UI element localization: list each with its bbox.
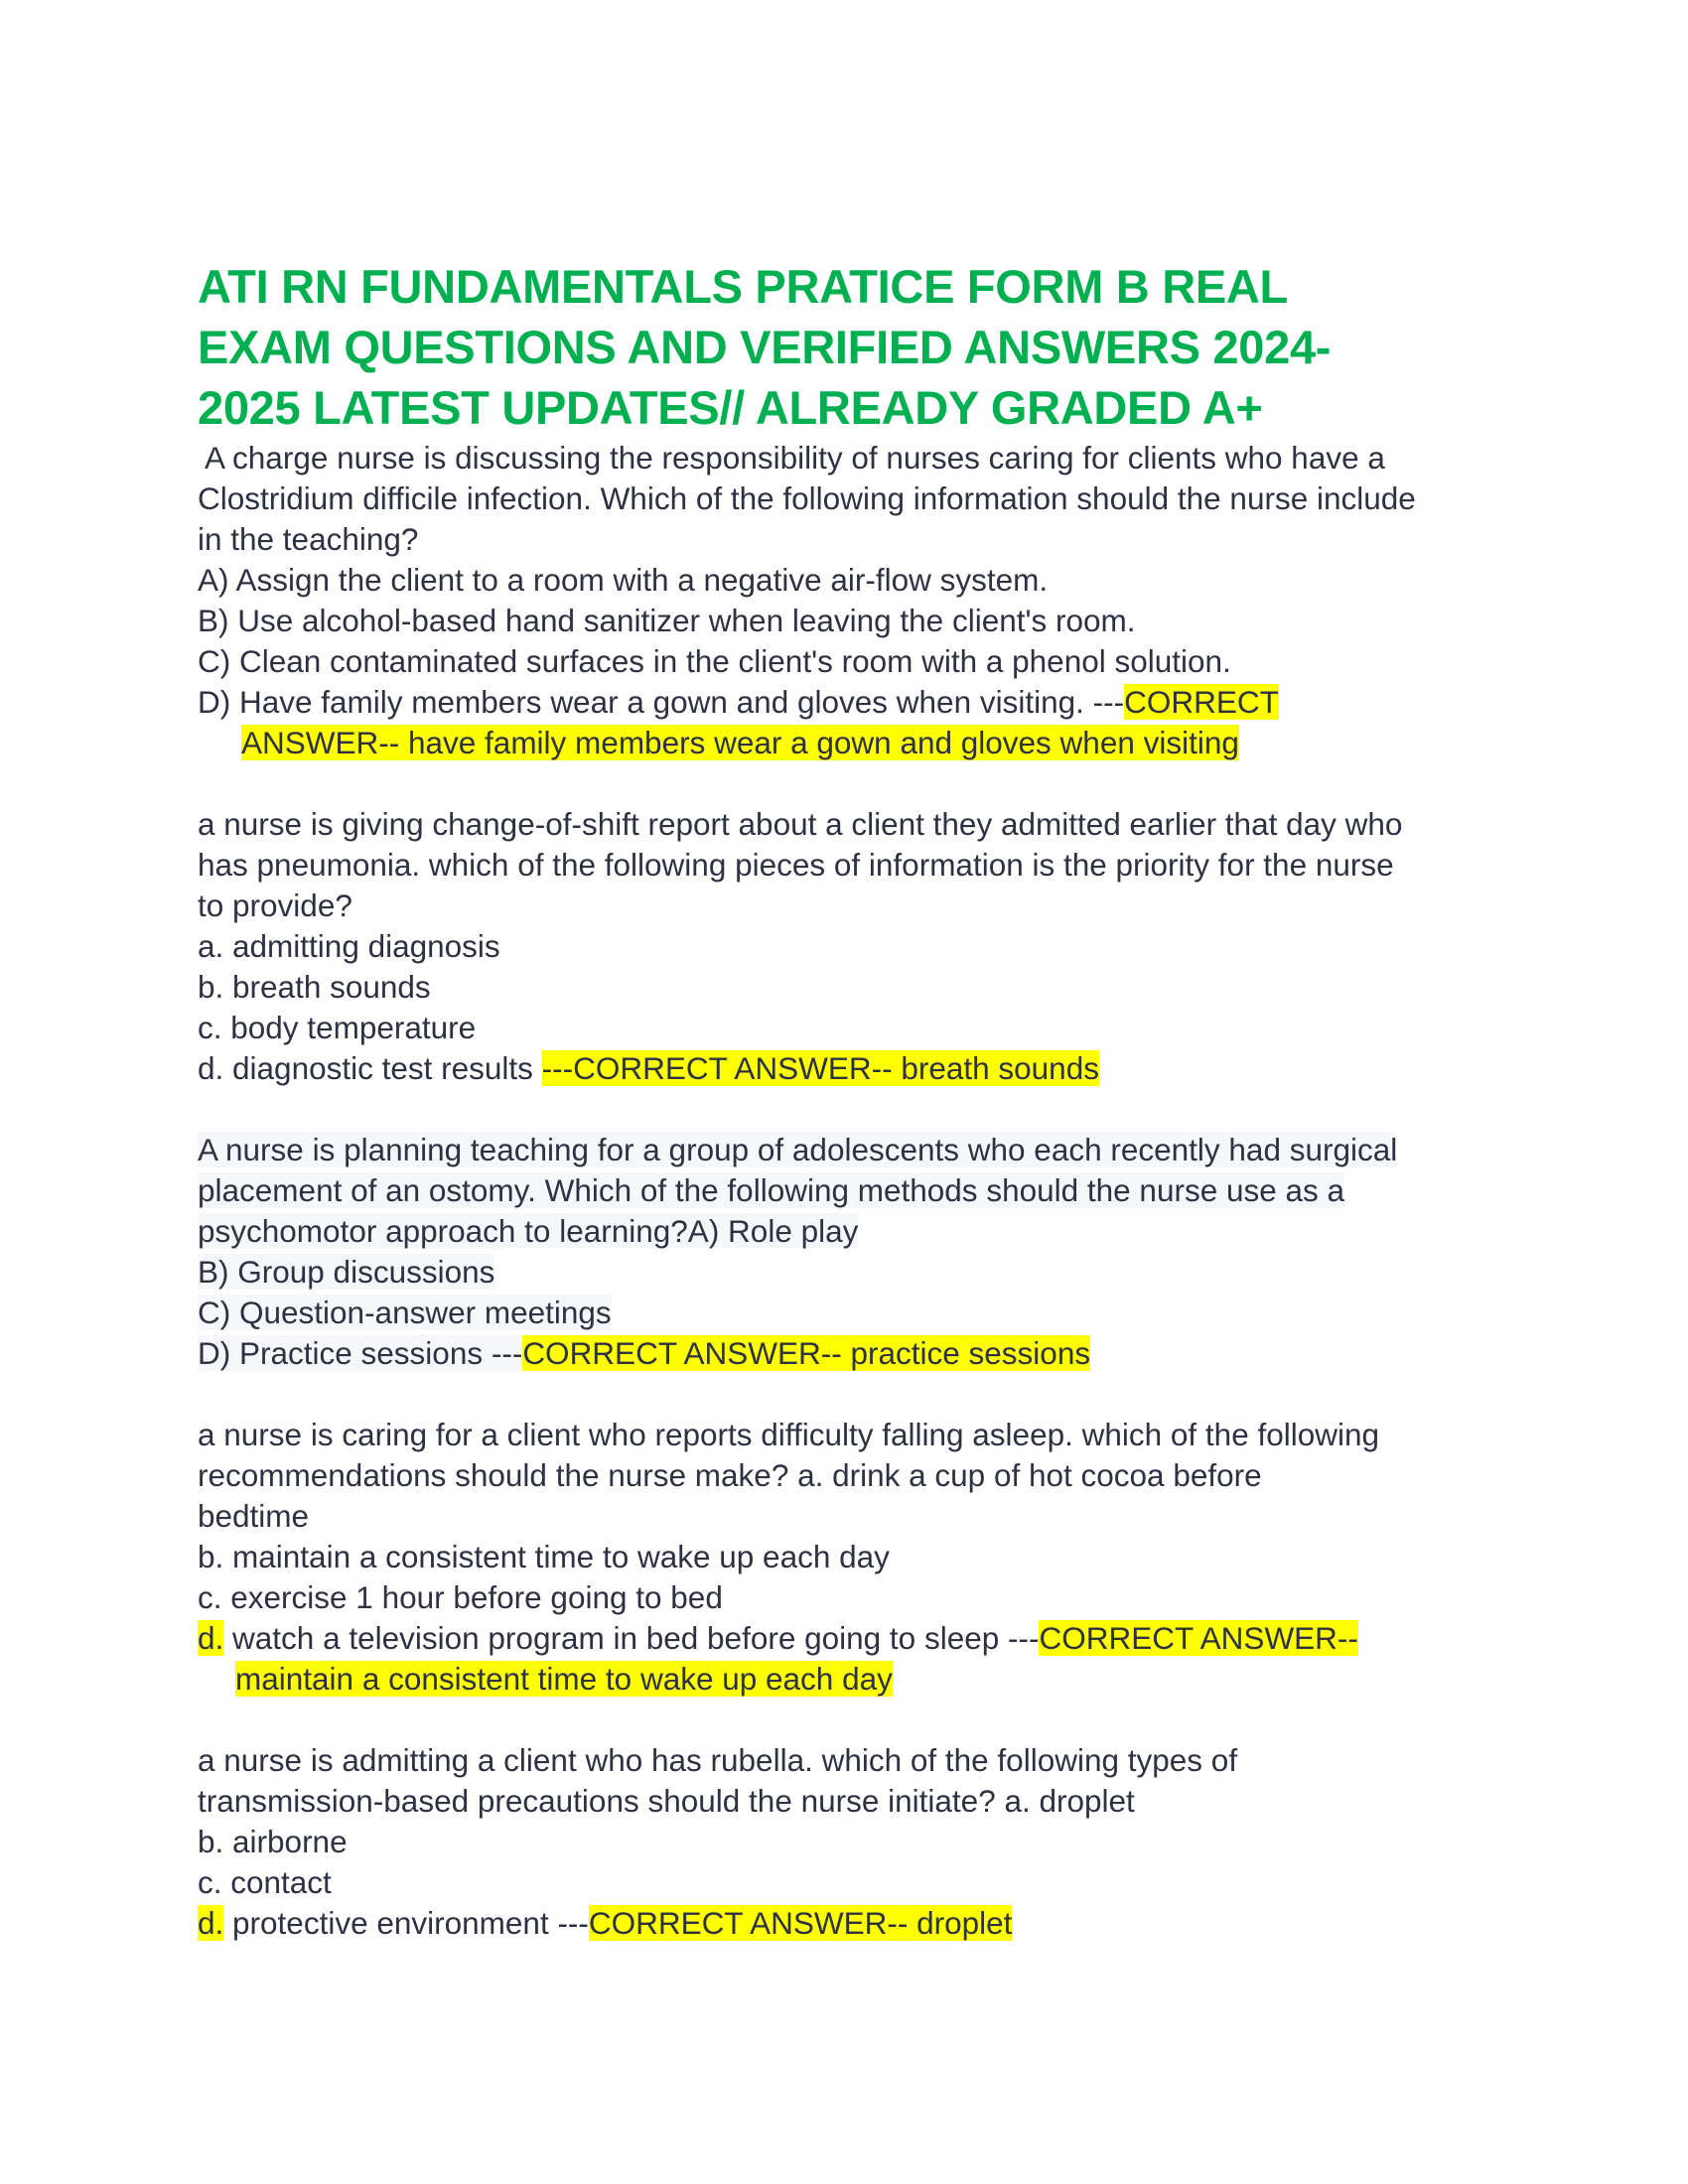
option-b: b. maintain a consistent time to wake up each day (198, 1539, 890, 1574)
option-letter-highlight: d. (198, 1620, 224, 1656)
option-c: c. body temperature (198, 1010, 477, 1045)
option-c: C) Clean contaminated surfaces in the client's room with a phenol solution. (198, 643, 1231, 679)
correct-answer-continuation (198, 723, 1518, 763)
question-stem-line: in the teaching? (198, 521, 419, 557)
option-c: c. exercise 1 hour before going to bed (198, 1579, 723, 1615)
correct-answer-highlight: ---CORRECT ANSWER-- breath sounds (541, 1050, 1099, 1086)
option-d (198, 1333, 1518, 1374)
question-stem-line: bedtime (198, 1498, 310, 1534)
question-stem-line: a nurse is admitting a client who has rubella. which of the following types of (198, 1742, 1238, 1778)
question-stem-line: A charge nurse is discussing the responsibility of nurses caring for clients who have a (198, 440, 1385, 476)
option-d-text: D) Have family members wear a gown and gloves when visiting. --- (198, 684, 1125, 720)
question-2 (198, 804, 1518, 1089)
question-5 (198, 1740, 1518, 1944)
option-d (198, 682, 1518, 723)
question-stem-line: placement of an ostomy. Which of the following methods should the nurse use as a (198, 1172, 1345, 1208)
correct-answer-highlight: CORRECT ANSWER-- droplet (588, 1905, 1013, 1941)
option-b: b. airborne (198, 1824, 348, 1859)
document-page (198, 256, 1518, 1984)
question-stem-line: recommendations should the nurse make? a. drink a cup of hot cocoa before (198, 1457, 1262, 1493)
title-line: 2025 LATEST UPDATES// ALREADY GRADED A+ (198, 381, 1263, 434)
option-d-text: protective environment --- (223, 1905, 589, 1941)
question-stem-line: psychomotor approach to learning?A) Role play (198, 1213, 859, 1249)
question-stem-line: has pneumonia. which of the following pieces of information is the priority for the nurse (198, 847, 1394, 883)
correct-answer-continuation (198, 1659, 1518, 1700)
option-b: B) Use alcohol-based hand sanitizer when leaving the client's room. (198, 603, 1136, 638)
question-stem-line: a nurse is caring for a client who reports difficulty falling asleep. which of the following (198, 1417, 1380, 1452)
correct-answer-highlight: maintain a consistent time to wake up each day (235, 1661, 893, 1697)
option-a: a. admitting diagnosis (198, 928, 500, 964)
questions-list (198, 438, 1518, 1944)
option-letter-highlight: d. (198, 1905, 224, 1941)
title-line: ATI RN FUNDAMENTALS PRATICE FORM B REAL (198, 260, 1288, 313)
option-c: C) Question-answer meetings (198, 1295, 612, 1330)
option-d-text: watch a television program in bed before going to sleep --- (223, 1620, 1040, 1656)
option-a: A) Assign the client to a room with a negative air-flow system. (198, 562, 1049, 598)
document-title (198, 256, 1518, 438)
correct-answer-highlight: CORRECT ANSWER-- (1039, 1620, 1358, 1656)
question-stem-line: Clostridium difficile infection. Which of the following information should the nurse include (198, 480, 1416, 516)
question-stem-line: to provide? (198, 887, 352, 923)
option-b: b. breath sounds (198, 969, 431, 1005)
option-d (198, 1618, 1518, 1659)
correct-answer-highlight: ANSWER-- have family members wear a gown and gloves when visiting (241, 725, 1239, 760)
question-stem-line: a nurse is giving change-of-shift report about a client they admitted earlier that day who (198, 806, 1403, 842)
correct-answer-highlight: CORRECT (1124, 684, 1279, 720)
option-d (198, 1048, 1518, 1089)
option-c: c. contact (198, 1864, 332, 1900)
question-1 (198, 438, 1518, 763)
question-stem-line: transmission-based precautions should the nurse initiate? a. droplet (198, 1783, 1135, 1819)
option-d-text: D) Practice sessions --- (198, 1335, 523, 1371)
option-d-text: d. diagnostic test results (198, 1050, 542, 1086)
correct-answer-highlight: CORRECT ANSWER-- practice sessions (522, 1335, 1091, 1371)
question-stem-line: A nurse is planning teaching for a group of adolescents who each recently had surgical (198, 1132, 1398, 1167)
question-4 (198, 1415, 1518, 1700)
option-d (198, 1903, 1518, 1944)
question-3 (198, 1130, 1518, 1374)
option-b: B) Group discussions (198, 1254, 495, 1290)
title-line: EXAM QUESTIONS AND VERIFIED ANSWERS 2024- (198, 321, 1332, 373)
